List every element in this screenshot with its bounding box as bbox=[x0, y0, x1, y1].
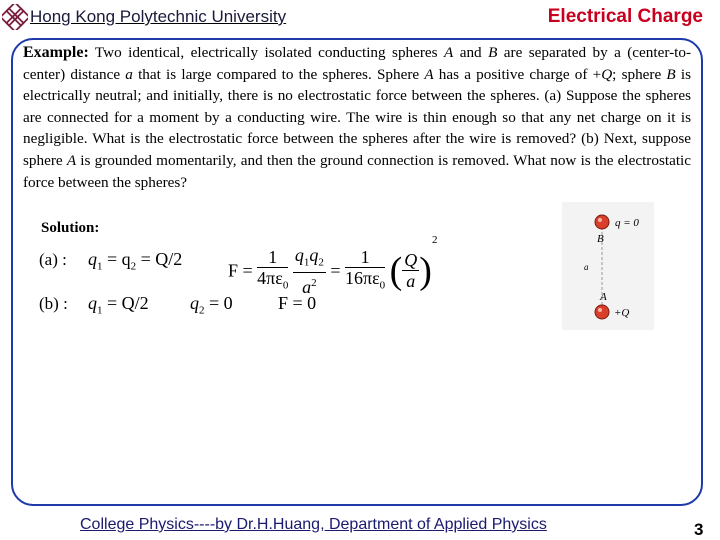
fraction-2-num: $q_1q_2$ bbox=[293, 245, 326, 274]
q2-symbol: q bbox=[190, 293, 199, 313]
university-logo-icon bbox=[2, 4, 28, 30]
a-in-fraction-4: a bbox=[406, 271, 416, 292]
q1-value: = Q/2 bbox=[107, 293, 149, 313]
sphere-a-label: A bbox=[444, 44, 454, 61]
problem-text: Two identical, electrically isolated conducting spheres bbox=[94, 44, 438, 61]
equals-sign: = bbox=[330, 260, 341, 281]
sphere-a-label: A bbox=[424, 65, 434, 83]
distance-symbol: a bbox=[125, 65, 133, 83]
part-a-tag: (a) : bbox=[39, 250, 67, 269]
charge-symbol: Q bbox=[601, 65, 613, 83]
fraction-2 bbox=[293, 245, 326, 298]
slide-topic: Electrical Charge bbox=[547, 6, 703, 27]
figure-label-a-sphere: A bbox=[600, 291, 607, 303]
q-in-fraction: Q bbox=[404, 250, 418, 271]
fraction-1-den-text: 4πε bbox=[257, 267, 283, 288]
fraction-1-num: 1 bbox=[257, 247, 288, 268]
problem-text: ; sphere bbox=[612, 65, 662, 83]
fraction-3-num: 1 bbox=[345, 247, 385, 268]
part-a-force bbox=[228, 234, 437, 297]
q1-symbol: q bbox=[88, 249, 97, 269]
slide-header bbox=[0, 0, 720, 34]
sphere-a-label: A bbox=[66, 151, 77, 169]
sphere-b-highlight bbox=[598, 218, 602, 222]
problem-text: has a positive charge of + bbox=[438, 65, 602, 83]
q2-value: = 0 bbox=[209, 293, 233, 313]
q1-symbol: q bbox=[88, 293, 97, 313]
fraction-3 bbox=[345, 247, 385, 296]
q2-in-fraction: q bbox=[309, 244, 319, 265]
fraction-4 bbox=[402, 250, 419, 291]
part-b-tag: (b) : bbox=[39, 294, 68, 313]
problem-text: and bbox=[459, 44, 482, 61]
figure-label-q0: q = 0 bbox=[615, 217, 639, 229]
part-b-force: F = 0 bbox=[278, 293, 317, 313]
charge-value: = Q/2 bbox=[140, 249, 183, 269]
problem-statement bbox=[23, 42, 691, 193]
footer-credit: College Physics----by Dr.H.Huang, Department of Applied Physics bbox=[80, 516, 547, 533]
sphere-b-label: B bbox=[666, 65, 676, 83]
solution-label: Solution: bbox=[41, 220, 100, 236]
fraction-1-den: $4\pi\varepsilon_0$ bbox=[257, 267, 289, 292]
figure-label-b: B bbox=[597, 233, 604, 245]
power-label: 2 bbox=[431, 234, 438, 246]
part-b-q1: $q_1 = Q/2$ bbox=[88, 293, 149, 317]
fraction-3-den: $16\pi\varepsilon_0$ bbox=[344, 267, 386, 292]
sphere-a-icon bbox=[595, 305, 609, 319]
example-lead: Example: bbox=[23, 44, 89, 61]
q1-in-fraction: q bbox=[294, 244, 304, 265]
figure-label-a: a bbox=[584, 262, 589, 272]
sphere-b-label: B bbox=[488, 44, 498, 61]
left-paren: ( bbox=[389, 249, 403, 292]
part-b-q2: $q_2 = 0$ bbox=[190, 293, 233, 317]
fraction-3-den-text: 16πε bbox=[344, 267, 380, 288]
page-number: 3 bbox=[694, 520, 704, 539]
spheres-figure bbox=[562, 202, 654, 330]
fraction-4-den bbox=[402, 271, 419, 291]
force-lhs: F = bbox=[228, 260, 253, 281]
problem-text: are separated by a (center-to-center) distance bbox=[23, 44, 692, 83]
sphere-b-icon bbox=[595, 215, 609, 229]
power-label: 2 bbox=[311, 277, 317, 290]
fraction-1 bbox=[257, 247, 288, 296]
right-paren: ) bbox=[419, 249, 432, 292]
equals-q: = q bbox=[107, 249, 131, 269]
figure-label-q: +Q bbox=[614, 307, 630, 319]
university-name: Hong Kong Polytechnic University bbox=[30, 7, 287, 26]
problem-text: that is large compared to the spheres. Sphere bbox=[138, 65, 420, 83]
a-in-fraction: a bbox=[302, 277, 312, 298]
part-a-charges: $q_1 = q_2 = Q/2$ bbox=[88, 249, 183, 273]
problem-text: is grounded momentarily, and then the ground connection is removed. What now is the electrostatic force between the spheres? bbox=[23, 151, 691, 191]
fraction-4-num bbox=[402, 250, 419, 271]
problem-text: is electrically neutral; and initially, there is no electrostatic force between the spheres. (a) Suppose the spheres are connected for a moment by a conducting wire. The wire is thin enough so that any net charge on it is negligible. What is the electrostatic force between the spheres after the wire is removed? (b) Next, suppose sphere bbox=[23, 65, 692, 169]
sphere-a-highlight bbox=[598, 308, 602, 312]
